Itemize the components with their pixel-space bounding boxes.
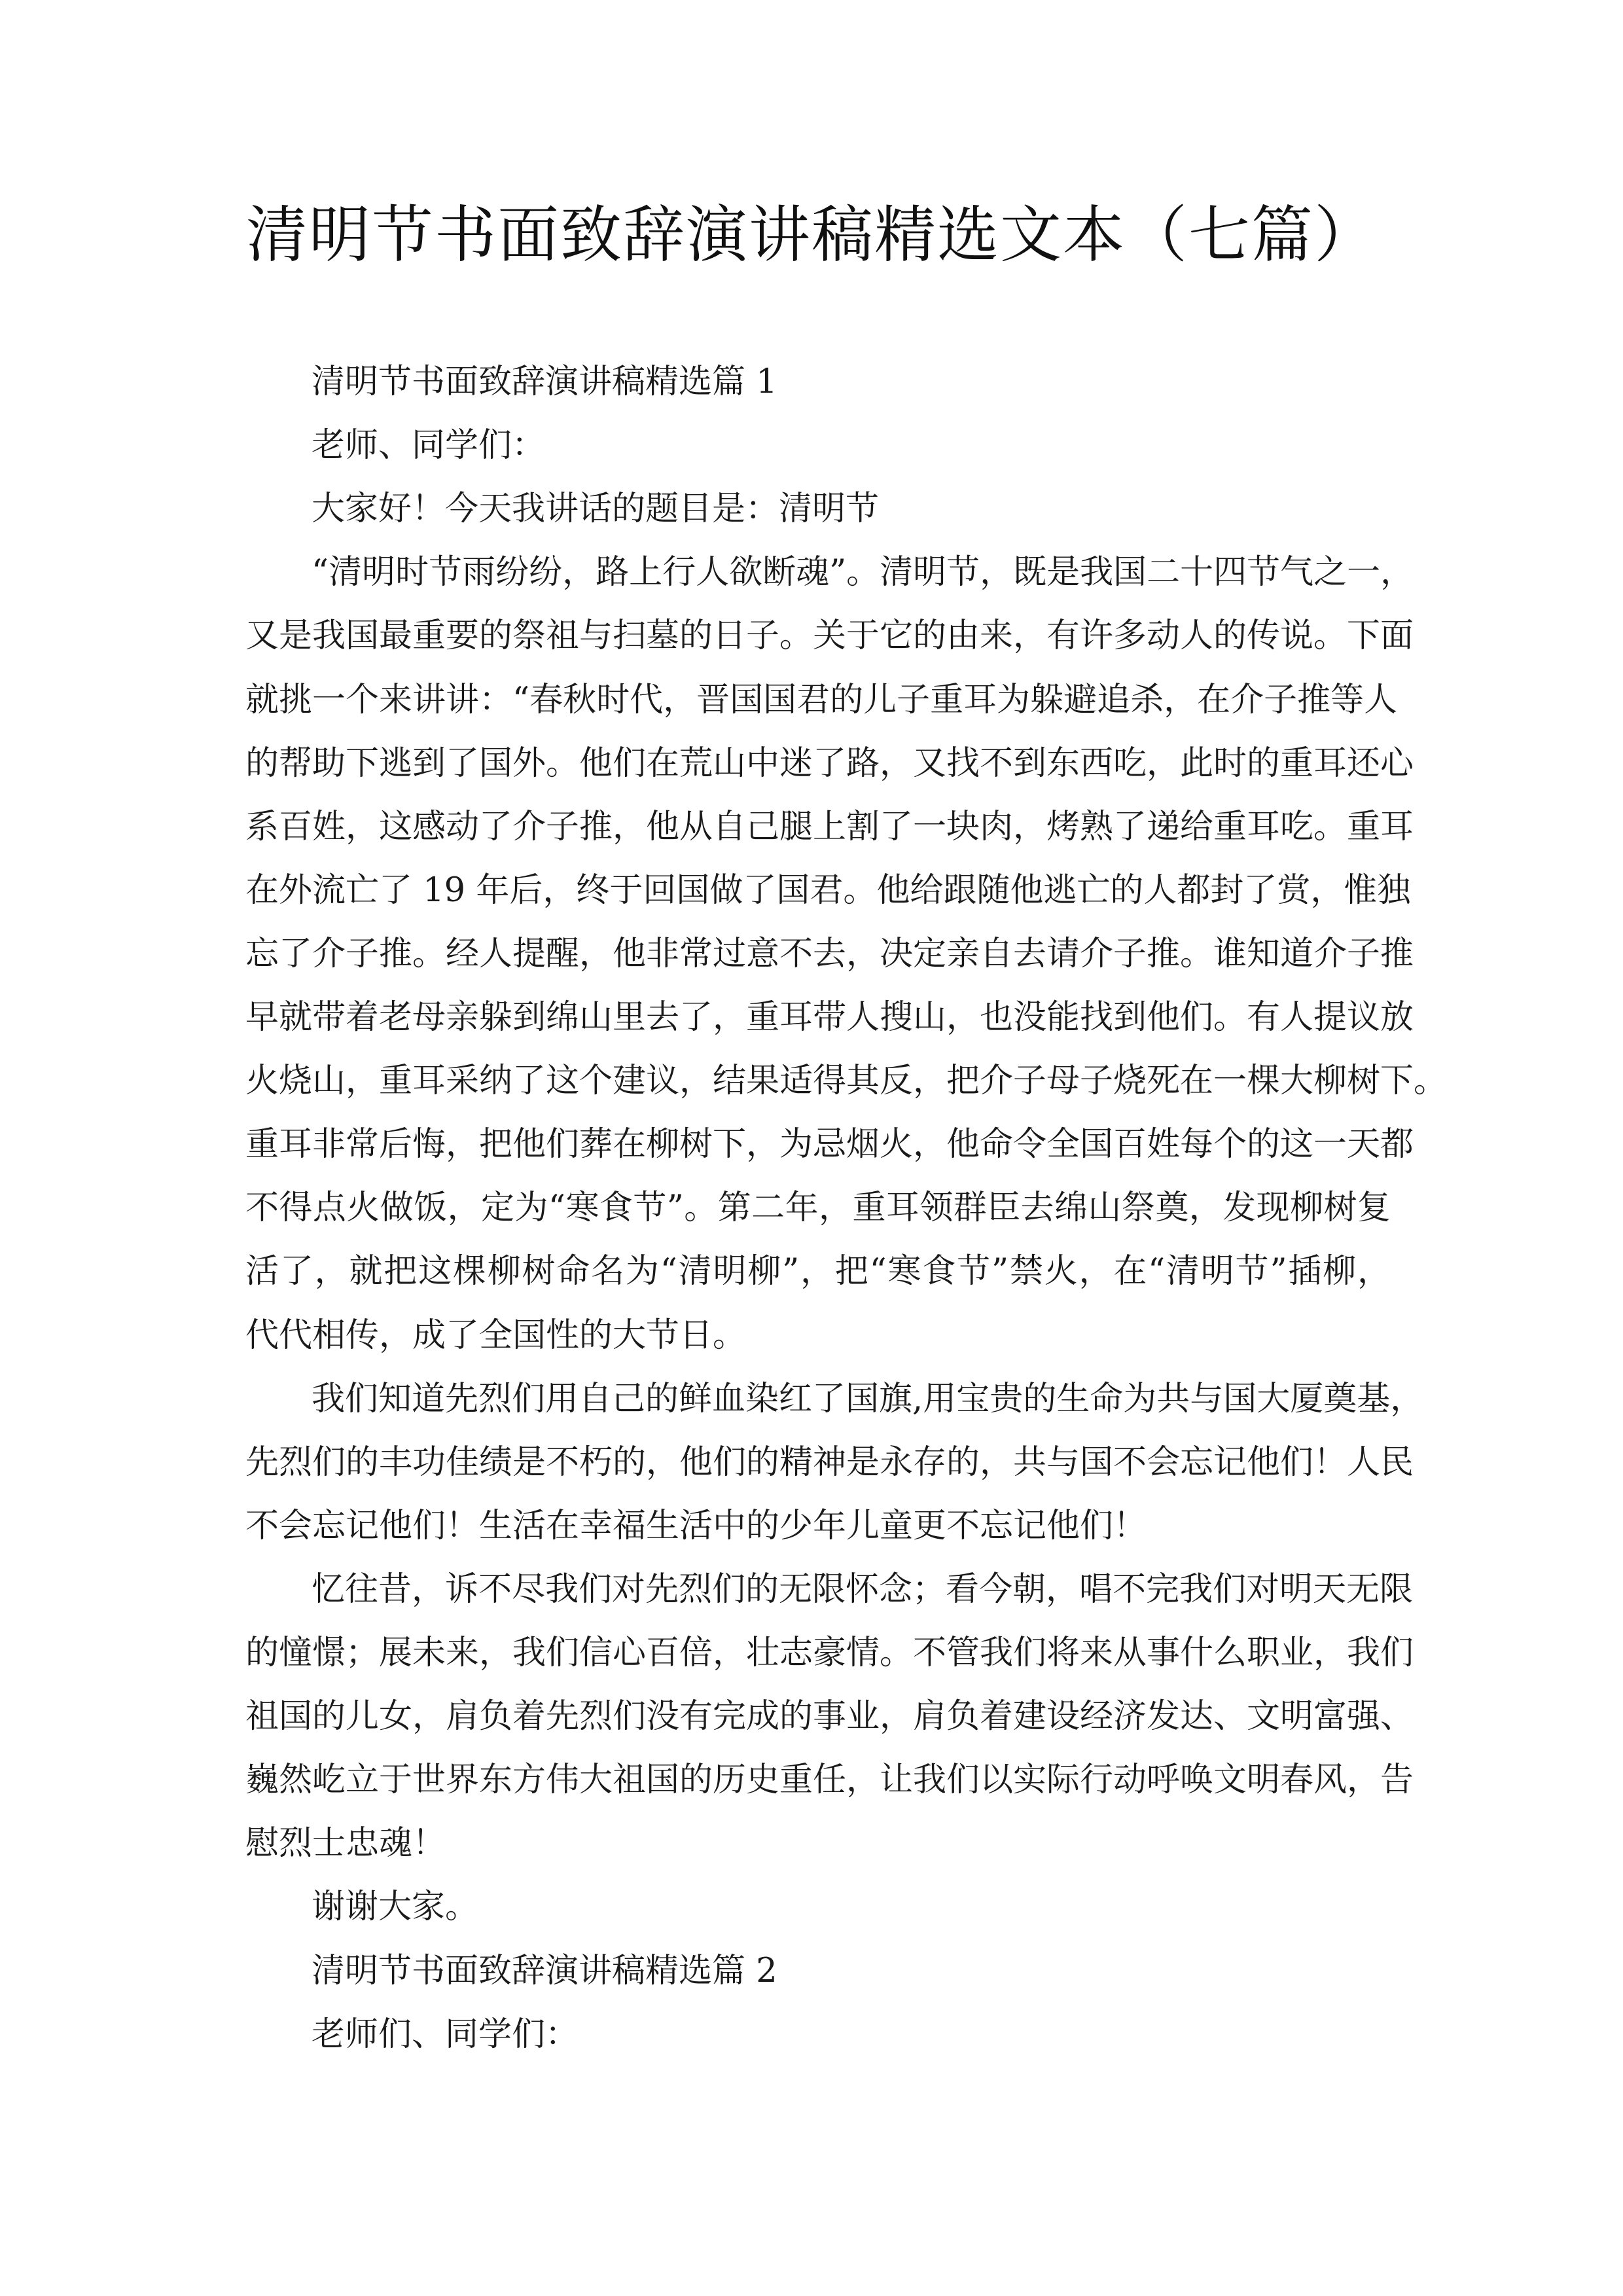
document-title: 清明节书面致辞演讲稿精选文本（七篇） [245, 200, 1377, 271]
text-line: 清明节书面致辞演讲稿精选篇 2 [312, 1951, 777, 1990]
text-line: 火烧山，重耳采纳了这个建议，结果适得其反，把介子母子烧死在一棵大柳树下。 [245, 1062, 1448, 1101]
text-line: 就挑一个来讲讲：“春秋时代，晋国国君的儿子重耳为躲避追杀，在介子推等人 [245, 680, 1398, 719]
text-line: “清明时节雨纷纷，路上行人欲断魂”。清明节，既是我国二十四节气之一， [312, 553, 1414, 592]
text-line: 忆往昔，诉不尽我们对先烈们的无限怀念；看今朝，唱不完我们对明天无限 [312, 1570, 1414, 1609]
text-line: 大家好！今天我讲话的题目是：清明节 [312, 490, 880, 529]
text-line: 活了，就把这棵柳树命名为“清明柳”，把“寒食节”禁火，在“清明节”插柳， [245, 1252, 1391, 1291]
text-line: 不得点火做饭，定为“寒食节”。第二年，重耳领群臣去绵山祭奠，发现柳树复 [245, 1189, 1391, 1228]
text-line: 先烈们的丰功佳绩是不朽的，他们的精神是永存的，共与国不会忘记他们！人民 [245, 1443, 1414, 1482]
text-line: 代代相传，成了全国性的大节日。 [245, 1316, 747, 1355]
text-line: 重耳非常后悔，把他们葬在柳树下，为忌烟火，他命令全国百姓每个的这一天都 [245, 1125, 1414, 1164]
text-line: 谢谢大家。 [312, 1888, 479, 1927]
text-line: 的憧憬；展未来，我们信心百倍，壮志豪情。不管我们将来从事什么职业，我们 [245, 1634, 1414, 1672]
text-line: 又是我国最重要的祭祖与扫墓的日子。关于它的由来，有许多动人的传说。下面 [245, 617, 1414, 656]
text-line: 早就带着老母亲躲到绵山里去了，重耳带人搜山，也没能找到他们。有人提议放 [245, 998, 1414, 1037]
text-line: 不会忘记他们！生活在幸福生活中的少年儿童更不忘记他们！ [245, 1506, 1147, 1545]
text-line: 清明节书面致辞演讲稿精选篇 1 [312, 363, 777, 401]
text-line: 老师们、同学们： [312, 2015, 579, 2054]
text-line: 老师、同学们： [312, 426, 546, 465]
text-line: 在外流亡了 19 年后，终于回国做了国君。他给跟随他逃亡的人都封了赏，惟独 [245, 870, 1411, 910]
text-line: 的帮助下逃到了国外。他们在荒山中迷了路，又找不到东西吃，此时的重耳还心 [245, 744, 1414, 783]
text-line: 我们知道先烈们用自己的鲜血染红了国旗,用宝贵的生命为共与国大厦奠基， [312, 1379, 1424, 1418]
text-line: 忘了介子推。经人提醒，他非常过意不去，决定亲自去请介子推。谁知道介子推 [245, 934, 1414, 973]
text-line: 巍然屹立于世界东方伟大祖国的历史重任，让我们以实际行动呼唤文明春风，告 [245, 1761, 1414, 1800]
text-line: 慰烈士忠魂！ [245, 1824, 446, 1863]
text-line: 祖国的儿女，肩负着先烈们没有完成的事业，肩负着建设经济发达、文明富强、 [245, 1697, 1414, 1736]
text-line: 系百姓，这感动了介子推，他从自己腿上割了一块肉，烤熟了递给重耳吃。重耳 [245, 807, 1414, 846]
